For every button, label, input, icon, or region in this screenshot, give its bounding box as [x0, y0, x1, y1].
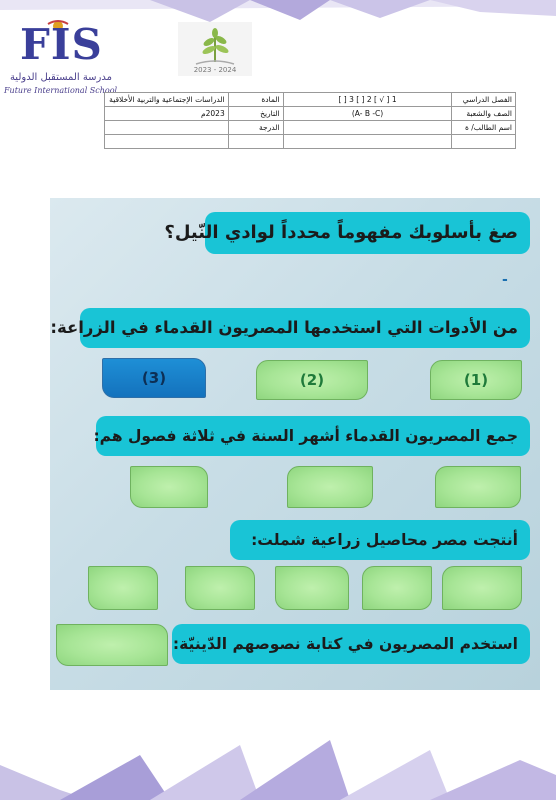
question-4-bar: أنتجت مصر محاصيل زراعية شملت:	[230, 520, 530, 560]
answer-box-2[interactable]	[256, 360, 368, 400]
empty-cell	[452, 135, 516, 149]
term-label: الفصل الدراسي	[452, 93, 516, 107]
answer-box-crop-2[interactable]	[362, 566, 432, 610]
student-info-table	[104, 92, 516, 149]
answer-box-label: (3)	[141, 369, 167, 387]
answer-box-crop-3[interactable]	[275, 566, 349, 610]
question-5-bar: استخدم المصريون في كتابة نصوصهم الدّينيّة:	[172, 624, 530, 664]
answer-box-season-3[interactable]	[130, 466, 208, 508]
worksheet-panel	[50, 198, 540, 690]
class-label: الصف والشعبة	[452, 107, 516, 121]
school-name-arabic: مدرسة المستقبل الدولية	[9, 72, 112, 83]
answer-box-crop-4[interactable]	[185, 566, 255, 610]
empty-cell	[105, 135, 229, 149]
question-2-bar: من الأدوات التي استخدمها المصريون القدماء في الزراعة:	[80, 308, 530, 348]
student-label: اسم الطالب/ ة	[452, 121, 516, 135]
school-name-english: Future International School	[4, 86, 118, 95]
answer-box-writing[interactable]	[56, 624, 168, 666]
date-value[interactable]: 2023م	[105, 107, 229, 121]
answer-box-season-2[interactable]	[287, 466, 373, 508]
term-value: 1 [ √ ] 2 [ ] 3 [ ]	[283, 93, 452, 107]
empty-cell	[228, 135, 283, 149]
question-1-mark: -	[502, 272, 508, 288]
subject-value: الدراسات الإجتماعية والتربية الأخلاقية	[105, 93, 229, 107]
answer-box-crop-5[interactable]	[88, 566, 158, 610]
date-label: التاريخ	[228, 107, 283, 121]
answer-box-season-1[interactable]	[435, 466, 521, 508]
year-badge: 2023 - 2024	[193, 66, 237, 74]
class-value: (A- B -C)	[283, 107, 452, 121]
question-1-bar: صغ بأسلوبك مفهوماً محدداً لوادي النّيل؟	[205, 212, 530, 254]
question-3-bar: جمع المصريون القدماء أشهر السنة في ثلاثة فصول هم:	[96, 416, 530, 456]
student-name-value[interactable]	[283, 121, 452, 135]
subject-label: المادة	[228, 93, 283, 107]
footer-decoration	[0, 735, 556, 800]
answer-box-3-selected[interactable]	[102, 358, 206, 398]
answer-box-label: (1)	[463, 371, 489, 389]
grade-value[interactable]	[105, 121, 229, 135]
answer-box-1[interactable]	[430, 360, 522, 400]
grade-label: الدرجة	[228, 121, 283, 135]
empty-cell	[283, 135, 452, 149]
answer-box-label: (2)	[299, 371, 325, 389]
school-logo-letters: FIS	[20, 20, 103, 69]
answer-box-crop-1[interactable]	[442, 566, 522, 610]
